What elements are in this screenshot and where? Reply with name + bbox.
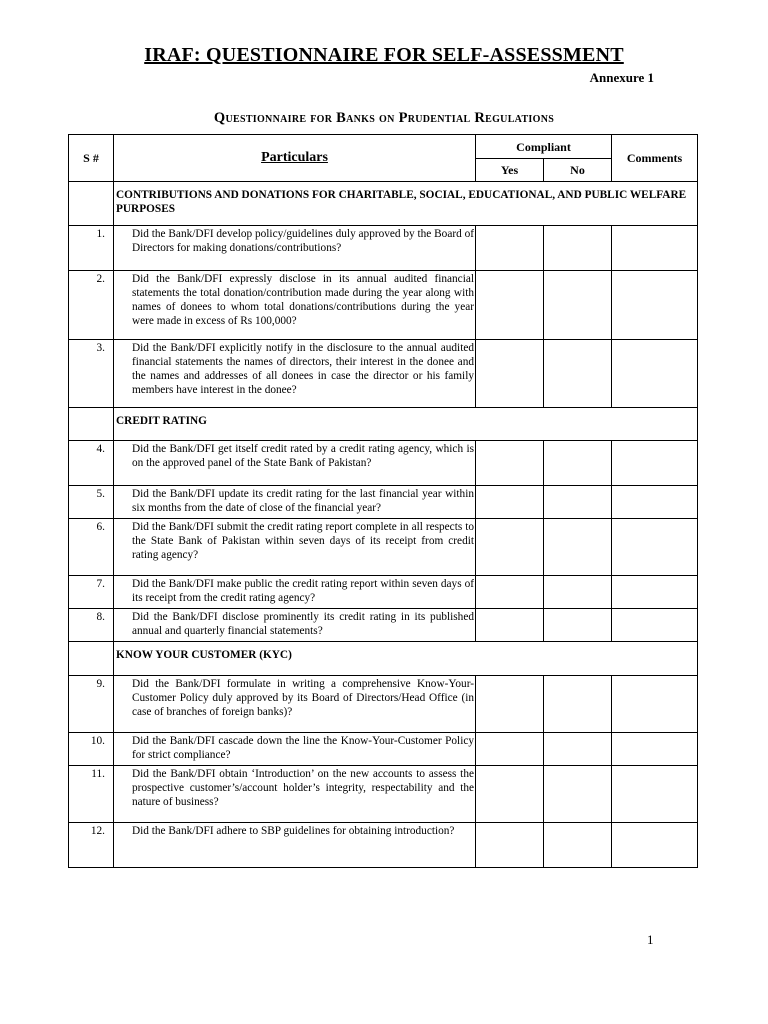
section-heading: CONTRIBUTIONS AND DONATIONS FOR CHARITABLE, SOCIAL, EDUCATIONAL, AND PUBLIC WELFARE PURPOSES	[114, 182, 698, 226]
table-row	[69, 733, 698, 766]
section-row	[69, 408, 698, 441]
question-text: Did the Bank/DFI obtain ‘Introduction’ on the new accounts to assess the prospective customer’s/account holder’s integrity, respectability and the nature of business?	[114, 766, 476, 823]
no-cell[interactable]	[544, 226, 612, 271]
no-cell[interactable]	[544, 676, 612, 733]
no-cell[interactable]	[544, 340, 612, 408]
section-title: Questionnaire for Banks on Prudential Regulations	[213, 110, 555, 126]
question-text: Did the Bank/DFI adhere to SBP guidelines for obtaining introduction?	[114, 823, 476, 868]
question-text: Did the Bank/DFI disclose prominently its credit rating in its published annual and quarterly financial statements?	[114, 609, 476, 642]
table-row	[69, 576, 698, 609]
comments-cell[interactable]	[612, 733, 698, 766]
question-text: Did the Bank/DFI get itself credit rated by a credit rating agency, which is on the approved panel of the State Bank of Pakistan?	[114, 441, 476, 486]
question-number: 4.	[69, 441, 114, 486]
yes-cell[interactable]	[476, 823, 544, 868]
table-row	[69, 766, 698, 823]
annexure-label: Annexure 1	[589, 70, 654, 85]
question-text: Did the Bank/DFI explicitly notify in the disclosure to the annual audited financial statements the names of directors, their interest in the donee and the names and addresses of all donees in case the director or his family members have interest in the donee?	[114, 340, 476, 408]
table-row	[69, 676, 698, 733]
comments-cell[interactable]	[612, 766, 698, 823]
header-comments: Comments	[612, 135, 698, 182]
table-row	[69, 226, 698, 271]
no-cell[interactable]	[544, 271, 612, 340]
question-number: 11.	[69, 766, 114, 823]
question-text: Did the Bank/DFI update its credit rating for the last financial year within six months from the date of close of the financial year?	[114, 486, 476, 519]
table-row	[69, 486, 698, 519]
yes-cell[interactable]	[476, 733, 544, 766]
no-cell[interactable]	[544, 609, 612, 642]
yes-cell[interactable]	[476, 609, 544, 642]
header-particulars: Particulars	[114, 135, 476, 182]
header-no: No	[544, 159, 612, 182]
question-number: 1.	[69, 226, 114, 271]
comments-cell[interactable]	[612, 609, 698, 642]
yes-cell[interactable]	[476, 576, 544, 609]
no-cell[interactable]	[544, 766, 612, 823]
yes-cell[interactable]	[476, 766, 544, 823]
question-number: 2.	[69, 271, 114, 340]
yes-cell[interactable]	[476, 340, 544, 408]
question-number: 8.	[69, 609, 114, 642]
section-heading: CREDIT RATING	[114, 408, 698, 441]
table-row	[69, 441, 698, 486]
question-text: Did the Bank/DFI submit the credit rating report complete in all respects to the State Bank of Pakistan within seven days of its receipt from credit rating agency?	[114, 519, 476, 576]
no-cell[interactable]	[544, 733, 612, 766]
table-row	[69, 609, 698, 642]
question-number: 3.	[69, 340, 114, 408]
header-yes: Yes	[476, 159, 544, 182]
comments-cell[interactable]	[612, 823, 698, 868]
comments-cell[interactable]	[612, 576, 698, 609]
table-row	[69, 823, 698, 868]
comments-cell[interactable]	[612, 519, 698, 576]
header-compliant: Compliant	[476, 135, 612, 159]
yes-cell[interactable]	[476, 441, 544, 486]
yes-cell[interactable]	[476, 486, 544, 519]
yes-cell[interactable]	[476, 271, 544, 340]
questionnaire-table	[68, 134, 698, 868]
no-cell[interactable]	[544, 576, 612, 609]
question-text: Did the Bank/DFI formulate in writing a comprehensive Know-Your-Customer Policy duly approved by its Board of Directors/Head Office (in case of branches of foreign banks)?	[114, 676, 476, 733]
question-number: 7.	[69, 576, 114, 609]
table-row	[69, 340, 698, 408]
section-row	[69, 182, 698, 226]
question-number: 10.	[69, 733, 114, 766]
comments-cell[interactable]	[612, 676, 698, 733]
table-row	[69, 519, 698, 576]
section-row	[69, 642, 698, 676]
comments-cell[interactable]	[612, 271, 698, 340]
section-heading: KNOW YOUR CUSTOMER (KYC)	[114, 642, 698, 676]
no-cell[interactable]	[544, 519, 612, 576]
yes-cell[interactable]	[476, 676, 544, 733]
header-serial-number: S #	[69, 135, 114, 182]
comments-cell[interactable]	[612, 226, 698, 271]
no-cell[interactable]	[544, 441, 612, 486]
question-text: Did the Bank/DFI expressly disclose in its annual audited financial statements the total donation/contribution made during the year along with names of donees to whom total donations/contributions during the year were made in excess of Rs 100,000?	[114, 271, 476, 340]
table-row	[69, 271, 698, 340]
page-number: 1	[647, 932, 654, 947]
question-number: 6.	[69, 519, 114, 576]
question-number: 12.	[69, 823, 114, 868]
question-text: Did the Bank/DFI make public the credit rating report within seven days of its receipt from the credit rating agency?	[114, 576, 476, 609]
comments-cell[interactable]	[612, 441, 698, 486]
question-number: 5.	[69, 486, 114, 519]
comments-cell[interactable]	[612, 486, 698, 519]
comments-cell[interactable]	[612, 340, 698, 408]
question-number: 9.	[69, 676, 114, 733]
question-text: Did the Bank/DFI cascade down the line the Know-Your-Customer Policy for strict compliance?	[114, 733, 476, 766]
document-title: IRAF: QUESTIONNAIRE FOR SELF-ASSESSMENT	[144, 44, 624, 66]
yes-cell[interactable]	[476, 226, 544, 271]
no-cell[interactable]	[544, 823, 612, 868]
yes-cell[interactable]	[476, 519, 544, 576]
question-text: Did the Bank/DFI develop policy/guidelines duly approved by the Board of Directors for making donations/contributions?	[114, 226, 476, 271]
no-cell[interactable]	[544, 486, 612, 519]
